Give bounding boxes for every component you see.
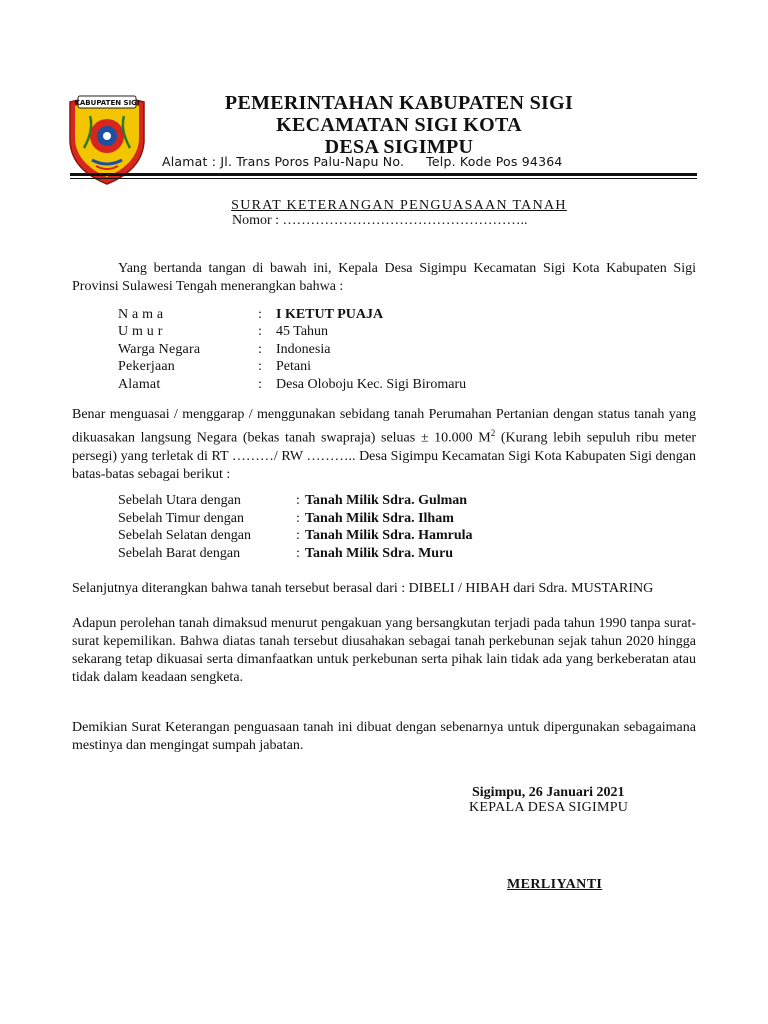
field-value-age: 45 Tahun [276,324,329,339]
kabupaten-sigi-emblem [64,90,150,186]
boundary-value-south: Tanah Milik Sdra. Hamrula [305,528,473,543]
boundary-colon: : [296,511,300,526]
letterhead-rule-thick [70,173,697,176]
boundary-label-east: Sebelah Timur dengan [118,511,244,526]
field-colon: : [258,359,262,374]
signature-title: KEPALA DESA SIGIMPU [469,800,629,815]
phone-postal-text: Telp. Kode Pos 94364 [426,154,563,169]
statement-paragraph [72,406,696,484]
intro-paragraph: Yang bertanda tangan di bawah ini, Kepala Desa Sigimpu Kecamatan Sigi Kota Kabupaten Sigi Provinsi Sulawesi Tengah menerangkan bahwa : [72,261,696,294]
field-label-age: U m u r [118,324,163,339]
document-number: Nomor : …………………………………………….. [232,213,528,228]
letterhead-line-government: PEMERINTAHAN KABUPATEN SIGI [224,92,574,114]
boundary-colon: : [296,528,300,543]
field-label-nationality: Warga Negara [118,342,201,357]
address-text: Alamat : Jl. Trans Poros Palu-Napu No. [162,154,405,169]
field-colon: : [258,342,262,357]
letterhead-address [162,154,563,169]
field-colon: : [258,307,262,322]
boundary-label-north: Sebelah Utara dengan [118,493,241,508]
field-label-name: N a m a [118,307,164,322]
field-colon: : [258,324,262,339]
field-value-name: I KETUT PUAJA [276,307,384,322]
letterhead-rule-thin [70,178,697,179]
origin-paragraph: Selanjutnya diterangkan bahwa tanah tersebut berasal dari : DIBELI / HIBAH dari Sdra. MUSTARING [72,581,654,596]
field-colon: : [258,377,262,392]
boundary-value-west: Tanah Milik Sdra. Muru [305,546,454,561]
closing-paragraph: Demikian Surat Keterangan penguasaan tanah ini dibuat dengan sebenarnya untuk dipergunakan sebagaimana mestinya dan mengingat sumpah jabatan. [72,720,696,753]
statement-part-2: (Kurang lebih sepuluh ribu meter persegi) yang terletak di RT ………/ RW ……….. Desa Sigimpu Kecamatan Sigi Kota Kabupaten Sigi dengan batas-batas sebagai berikut : [72,430,696,482]
boundary-label-south: Sebelah Selatan dengan [118,528,251,543]
boundary-colon: : [296,546,300,561]
field-label-address: Alamat [118,377,161,392]
signature-place-date: Sigimpu, 26 Januari 2021 [472,785,625,800]
area-unit-superscript: 2 [490,428,496,438]
boundary-value-north: Tanah Milik Sdra. Gulman [305,493,468,508]
acquisition-paragraph: Adapun perolehan tanah dimaksud menurut pengakuan yang bersangkutan terjadi pada tahun 1990 tanpa surat-surat kepemilikan. Bahwa diatas tanah tersebut diusahakan sebagai tanah perkebunan sejak tahun 2020 hingga sekarang tetap dikuasai serta dimanfaatkan untuk perkebunan serta pihak lain tidak ada yang berkeberatan atau tidak dalam keadaan sengketa. [72,616,696,685]
signature-name: MERLIYANTI [507,877,603,892]
boundary-value-east: Tanah Milik Sdra. Ilham [305,511,454,526]
field-value-address: Desa Oloboju Kec. Sigi Biromaru [276,377,467,392]
letterhead-line-district: KECAMATAN SIGI KOTA [276,114,522,136]
boundary-colon: : [296,493,300,508]
statement-part-1: Benar menguasai / menggarap / menggunakan sebidang tanah Perumahan Pertanian dengan status tanah yang dikuasakan langsung Negara (bekas tanah swapraja) seluas ± 10.000 M [72,407,696,446]
document-title: SURAT KETERANGAN PENGUASAAN TANAH [231,198,567,213]
letterhead-line-village: DESA SIGIMPU [324,136,474,158]
field-label-occupation: Pekerjaan [118,359,175,374]
field-value-nationality: Indonesia [276,342,331,357]
svg-text:KABUPATEN SIGI: KABUPATEN SIGI [74,99,140,107]
boundary-label-west: Sebelah Barat dengan [118,546,241,561]
field-value-occupation: Petani [276,359,311,374]
